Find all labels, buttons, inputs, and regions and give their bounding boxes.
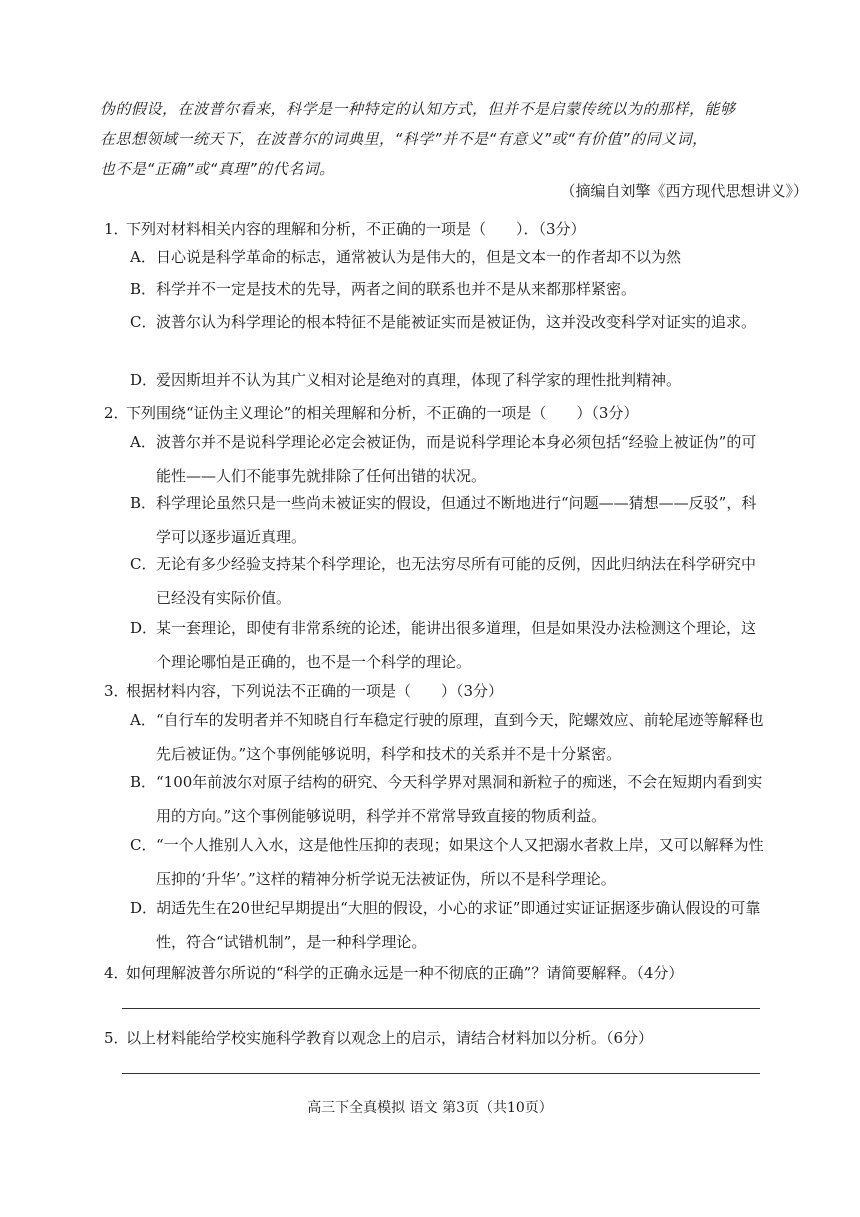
source-citation: （摘编自刘擎《西方现代思想讲义》） [560, 182, 808, 200]
question-number: 5． [104, 1029, 129, 1047]
question-3-option-b [130, 765, 770, 833]
option-text: “100年前波尔对原子结构的研究、今天科学界对黑洞和新粒子的痴迷，不会在短期内看到实用的方向。”这个事例能够说明，科学并不常常导致直接的物质利益。 [156, 773, 763, 825]
intro-line: 伪的假设，在波普尔看来，科学是一种特定的认知方式，但并不是启蒙传统以为的那样，能够 [100, 100, 736, 118]
option-text: 波普尔认为科学理论的根本特征不是能被证实而是被证伪，这并没改变科学对证实的追求。 [156, 313, 757, 331]
option-letter: D． [130, 371, 158, 389]
answer-line-q5[interactable] [122, 1073, 760, 1074]
question-1-option-b [130, 272, 770, 306]
question-3-option-a [130, 703, 770, 771]
option-letter: B． [130, 494, 157, 512]
option-letter: A． [130, 711, 156, 729]
question-number: 4． [104, 964, 129, 982]
option-text: 爱因斯坦并不认为其广义相对论是绝对的真理，体现了科学家的理性批判精神。 [156, 371, 682, 389]
answer-line-q4[interactable] [122, 1008, 760, 1009]
option-text: “一个人推别人入水，这是他性压抑的表现；如果这个人又把溺水者救上岸，又可以解释为性压抑的‘升华’。”这样的精神分析学说无法被证伪，所以不是科学理论。 [156, 836, 764, 888]
question-4-stem [104, 962, 683, 983]
question-1-stem [104, 218, 586, 239]
option-letter: C． [130, 555, 157, 573]
question-number: 3． [104, 682, 129, 700]
question-1-option-a [130, 240, 770, 274]
page-footer: 高三下全真模拟 语文 第3页（共10页） [307, 1100, 553, 1116]
question-3-stem [104, 680, 503, 701]
option-text: 波普尔并不是说科学理论必定会被证伪，而是说科学理论本身必须包括“经验上被证伪”的可能性——人们不能事先就排除了任何出错的状况。 [156, 433, 757, 485]
option-text: 科学理论虽然只是一些尚未被证实的假设，但通过不断地进行“问题——猜想——反驳”，科学可以逐步逼近真理。 [156, 494, 757, 546]
question-text: 以上材料能给学校实施科学教育以观念上的启示，请结合材料加以分析。（6分） [126, 1029, 654, 1047]
question-2-option-a [130, 425, 770, 493]
option-text: 某一套理论，即使有非常系统的论述，能讲出很多道理，但是如果没办法检测这个理论，这个理论哪怕是正确的，也不是一个科学的理论。 [156, 619, 757, 671]
question-1-option-d [130, 363, 770, 397]
option-letter: B． [130, 773, 157, 791]
question-2-stem [104, 402, 638, 423]
question-text: 下列围绕“证伪主义理论”的相关理解和分析，不正确的一项是（ ）（3分） [126, 404, 639, 422]
option-letter: C． [130, 836, 157, 854]
option-text: “自行车的发明者并不知晓自行车稳定行驶的原理，直到今天，陀螺效应、前轮尾迹等解释也先后被证伪。”这个事例能够说明，科学和技术的关系并不是十分紧密。 [156, 711, 764, 763]
question-2-option-d [130, 611, 770, 679]
question-2-option-c [130, 547, 770, 615]
option-letter: D． [130, 619, 158, 637]
question-text: 下列对材料相关内容的理解和分析，不正确的一项是（ ）．（3分） [126, 220, 586, 238]
intro-passage [100, 94, 780, 184]
question-number: 1． [104, 220, 129, 238]
intro-line: 在思想领域一统天下，在波普尔的词典里，“科学”并不是“有意义”或“有价值”的同义词， [100, 130, 708, 148]
option-letter: B． [130, 280, 157, 298]
question-3-option-c [130, 828, 770, 896]
question-5-stem [104, 1027, 653, 1048]
option-text: 科学并不一定是技术的先导，两者之间的联系也并不是从来都那样紧密。 [156, 280, 637, 298]
question-text: 根据材料内容，下列说法不正确的一项是（ ）（3分） [126, 682, 504, 700]
option-letter: D． [130, 899, 158, 917]
question-1-option-c [130, 305, 770, 339]
question-3-option-d [130, 891, 770, 959]
question-number: 2． [104, 404, 129, 422]
option-text: 无论有多少经验支持某个科学理论，也无法穷尽所有可能的反例，因此归纳法在科学研究中已经没有实际价值。 [156, 555, 757, 607]
option-text: 胡适先生在20世纪早期提出“大胆的假设，小心的求证”即通过实证证据逐步确认假设的可靠性，符合“试错机制”，是一种科学理论。 [156, 899, 761, 951]
option-letter: C． [130, 313, 157, 331]
option-letter: A． [130, 433, 156, 451]
option-text: 日心说是科学革命的标志，通常被认为是伟大的，但是文本一的作者却不以为然 [156, 248, 682, 266]
question-text: 如何理解波普尔所说的“科学的正确永远是一种不彻底的正确”？请简要解释。（4分） [126, 964, 684, 982]
intro-line: 也不是“正确”或“真理”的代名词。 [100, 160, 335, 178]
option-letter: A． [130, 248, 156, 266]
question-2-option-b [130, 486, 770, 554]
